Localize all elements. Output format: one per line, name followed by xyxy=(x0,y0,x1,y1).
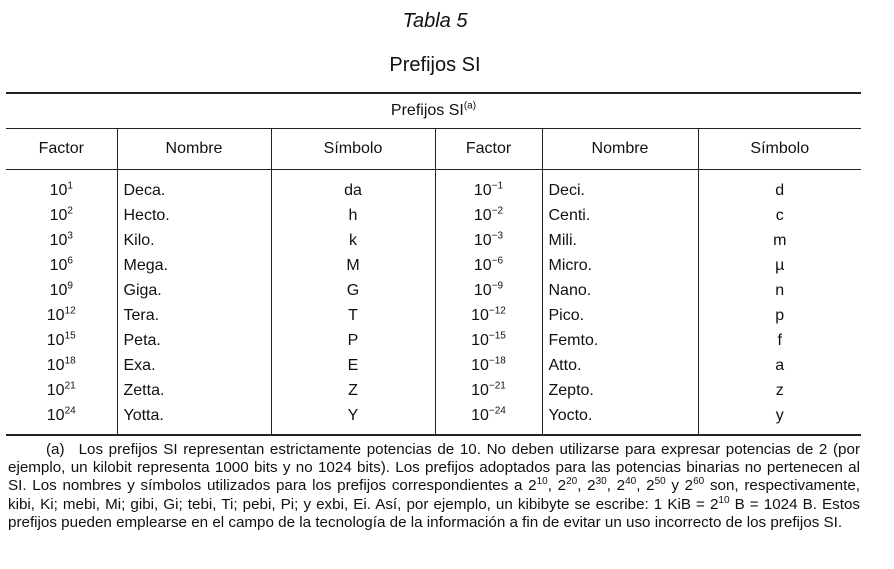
col-header-simbolo: Símbolo xyxy=(271,129,435,170)
prefix-symbol-negative: f xyxy=(698,328,861,353)
prefix-name-negative: Mili. xyxy=(542,228,698,253)
factor-negative: $10^{-21}$ xyxy=(435,378,542,403)
super-header-note-ref: (a) xyxy=(463,100,477,112)
table-row xyxy=(6,203,861,228)
factor-positive: $10^{15}$ xyxy=(46,330,76,349)
footnote-text-segment: B = 1024 B. Estos prefijos pueden emplearse en el campo de la tecnología de la información a fin de evitar un uso incorrecto de los prefijos SI. xyxy=(8,495,861,531)
table-label: Tabla 5 xyxy=(402,10,468,32)
factor-positive: $10^{12}$ xyxy=(46,305,76,324)
factor-positive: $10^6$ xyxy=(49,255,73,274)
prefix-symbol-positive: G xyxy=(271,278,435,303)
footnote-label: (a) xyxy=(46,441,65,458)
prefix-name-negative: Yocto. xyxy=(542,403,698,435)
footnote-exponent: 10 xyxy=(536,476,548,488)
factor-positive: $10^{21}$ xyxy=(46,380,76,399)
column-header-row xyxy=(6,129,861,170)
table-row xyxy=(6,328,861,353)
factor-positive: $10^{24}$ xyxy=(6,403,117,435)
prefix-name-positive: Zetta. xyxy=(117,378,271,403)
factor-negative: $10^{-2}$ xyxy=(435,203,542,228)
prefix-symbol-negative: p xyxy=(698,303,861,328)
si-prefixes-table xyxy=(6,92,861,436)
footnote xyxy=(8,441,860,532)
footnote-exponent: 60 xyxy=(693,476,705,488)
prefix-name-negative: Micro. xyxy=(542,253,698,278)
col-header-factor: Factor xyxy=(435,129,542,170)
prefix-name-negative: Zepto. xyxy=(542,378,698,403)
table-title: Prefijos SI xyxy=(389,54,481,76)
prefix-symbol-negative: n xyxy=(698,278,861,303)
prefix-name-positive: Exa. xyxy=(117,353,271,378)
prefix-symbol-negative: c xyxy=(698,203,861,228)
prefix-name-positive: Giga. xyxy=(117,278,271,303)
factor-negative: $10^{-3}$ xyxy=(435,228,542,253)
prefix-name-negative: Deci. xyxy=(542,170,698,204)
col-header-nombre: Nombre xyxy=(117,129,271,170)
prefix-name-positive: Tera. xyxy=(117,303,271,328)
factor-negative: $10^{-24}$ xyxy=(435,403,542,435)
prefix-symbol-positive: Z xyxy=(271,378,435,403)
prefix-symbol-positive: T xyxy=(271,303,435,328)
prefix-name-positive: Yotta. xyxy=(117,403,271,435)
factor-negative: $10^{-15}$ xyxy=(435,328,542,353)
factor-negative: $10^{-9}$ xyxy=(435,278,542,303)
table-row xyxy=(6,170,861,204)
table-row xyxy=(6,253,861,278)
footnote-text-segment: , 2 xyxy=(606,477,626,495)
table-body xyxy=(6,170,861,436)
table-row xyxy=(6,353,861,378)
prefix-symbol-negative: z xyxy=(698,378,861,403)
prefix-symbol-negative: m xyxy=(698,228,861,253)
footnote-text-segment: , 2 xyxy=(636,477,655,495)
prefix-symbol-positive: k xyxy=(271,228,435,253)
table-row xyxy=(6,403,861,435)
prefix-name-positive: Kilo. xyxy=(117,228,271,253)
footnote-exponent: 10 xyxy=(718,494,730,506)
factor-negative: $10^{-18}$ xyxy=(435,353,542,378)
prefix-name-positive: Deca. xyxy=(117,170,271,204)
super-header-text: Prefijos SI xyxy=(390,102,464,119)
table-row xyxy=(6,378,861,403)
prefix-name-negative: Pico. xyxy=(542,303,698,328)
prefix-name-negative: Femto. xyxy=(542,328,698,353)
footnote-exponent: 50 xyxy=(654,476,666,488)
prefix-symbol-negative: µ xyxy=(698,253,861,278)
factor-positive: $10^3$ xyxy=(49,230,73,249)
col-header-simbolo: Símbolo xyxy=(698,129,861,170)
prefix-name-negative: Atto. xyxy=(542,353,698,378)
col-header-nombre: Nombre xyxy=(542,129,698,170)
footnote-text-segment: , 2 xyxy=(577,477,596,495)
factor-negative: $10^{-6}$ xyxy=(435,253,542,278)
prefix-name-positive: Peta. xyxy=(117,328,271,353)
table-row xyxy=(6,303,861,328)
table-row xyxy=(6,278,861,303)
col-header-factor: Factor xyxy=(6,129,117,170)
prefix-symbol-negative: y xyxy=(698,403,861,435)
table-row xyxy=(6,228,861,253)
footnote-text-segment: , 2 xyxy=(547,477,567,495)
prefix-name-negative: Nano. xyxy=(542,278,698,303)
factor-positive: $10^2$ xyxy=(49,205,73,224)
factor-negative: $10^{-12}$ xyxy=(435,303,542,328)
factor-negative: $10^{-1}$ xyxy=(435,170,542,204)
footnote-exponent: 30 xyxy=(595,476,607,488)
prefix-symbol-positive: Y xyxy=(271,403,435,435)
prefix-name-positive: Mega. xyxy=(117,253,271,278)
factor-positive: $10^{18}$ xyxy=(46,355,76,374)
footnote-exponent: 20 xyxy=(566,476,578,488)
factor-positive: $10^1$ xyxy=(49,180,73,199)
footnote-text-segment: son, respectivamente, kibi, Ki; mebi, Mi; gibi, Gi; tebi, Ti; pebi, Pi; y exbi, Ei. Así, por ejemplo, un kibibyte se escribe: 1 KiB = 2 xyxy=(8,477,860,513)
prefix-name-positive: Hecto. xyxy=(117,203,271,228)
footnote-text xyxy=(8,441,860,531)
prefix-symbol-positive: E xyxy=(271,353,435,378)
prefix-symbol-negative: a xyxy=(698,353,861,378)
footnote-text-segment: y 2 xyxy=(665,477,694,495)
prefix-name-negative: Centi. xyxy=(542,203,698,228)
footnote-exponent: 40 xyxy=(625,476,637,488)
prefix-symbol-positive: h xyxy=(271,203,435,228)
prefix-symbol-negative: d xyxy=(698,170,861,204)
prefix-symbol-positive: M xyxy=(271,253,435,278)
footnote-text-segment: Los prefijos SI representan estrictamente potencias de 10. No deben utilizarse para expresar potencias de 2 (por ejemplo, un kilobit representa 1000 bits y no 1024 bits). Los prefijos adoptados para las potencias binarias no pertenecen al SI. Los nombres y símbolos utilizados para los prefijos correspondientes a 2 xyxy=(8,441,860,495)
prefix-symbol-positive: da xyxy=(271,170,435,204)
table-super-header xyxy=(6,93,861,129)
factor-positive: $10^9$ xyxy=(49,280,73,299)
prefix-symbol-positive: P xyxy=(271,328,435,353)
